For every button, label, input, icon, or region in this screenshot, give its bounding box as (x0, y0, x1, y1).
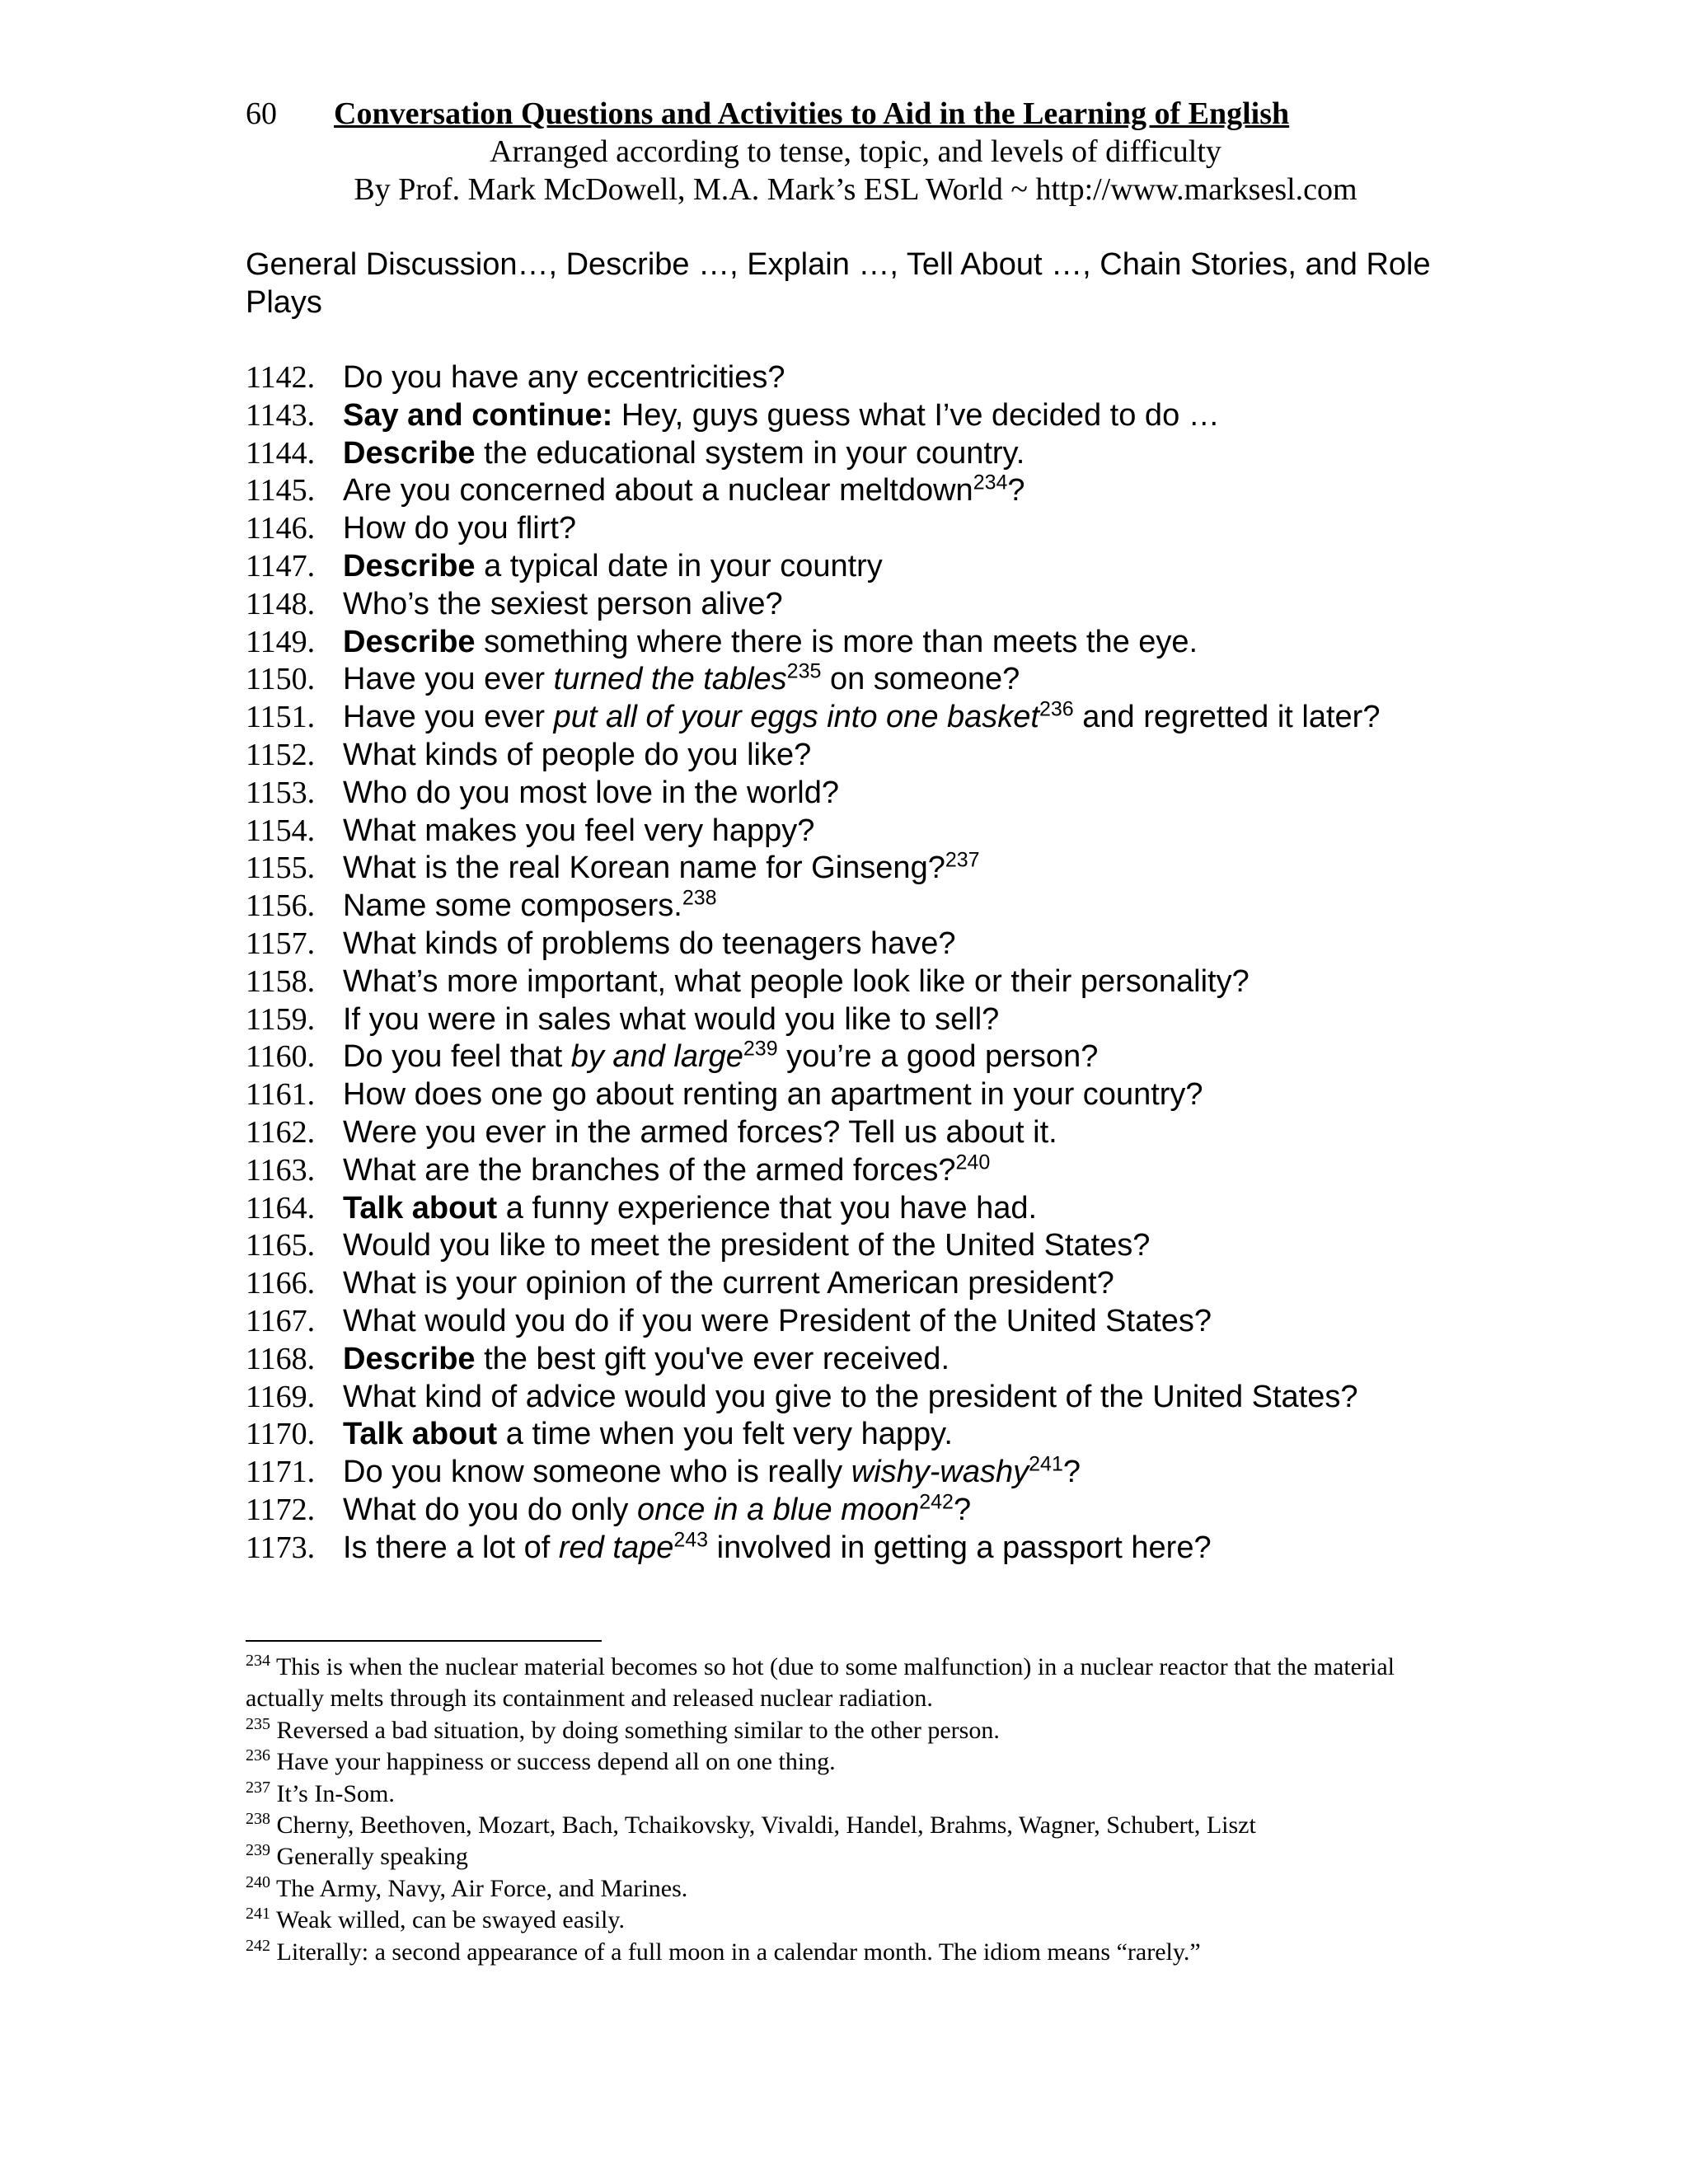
footnote-number: 234 (246, 1652, 270, 1670)
question-number: 1153. (246, 775, 316, 810)
question-text-segment: Are you concerned about a nuclear meltdown (343, 473, 973, 509)
question-text (343, 888, 1465, 926)
question-text-segment: a time when you felt very happy. (497, 1417, 953, 1452)
question-text-segment: Were you ever in the armed forces? Tell us about it. (343, 1114, 1057, 1150)
question-item (246, 661, 1465, 699)
question-text-segment: ? (1007, 473, 1025, 509)
question-text (343, 1152, 1465, 1190)
question-idiom-italic: by and large (570, 1039, 743, 1075)
question-item (246, 435, 1465, 473)
question-text-segment: Is there a lot of (343, 1530, 559, 1565)
question-text-segment: on someone? (821, 662, 1020, 697)
question-text-segment: How do you flirt? (343, 511, 577, 546)
question-text (343, 963, 1465, 1001)
footnote-reference: 237 (945, 848, 980, 872)
question-text-segment: Hey, guys guess what I’ve decided to do … (612, 397, 1220, 433)
question-item (246, 1227, 1465, 1265)
footnote-item (246, 1652, 1432, 1715)
question-prompt-bold: Describe (343, 435, 476, 471)
question-idiom-italic: put all of your eggs into one basket (553, 700, 1039, 735)
question-item (246, 850, 1465, 888)
question-text-segment: What are the branches of the armed forces? (343, 1152, 956, 1188)
question-text-segment: How does one go about renting an apartment in your country? (343, 1077, 1203, 1113)
footnote-number: 238 (246, 1810, 270, 1829)
document-byline: By Prof. Mark McDowell, M.A. Mark’s ESL World ~ http://www.marksesl.com (354, 172, 1357, 207)
document-subtitle: Arranged according to tense, topic, and levels of difficulty (490, 134, 1221, 169)
footnote-reference: 234 (973, 471, 1008, 494)
question-number: 1170. (246, 1417, 316, 1452)
question-text-segment: Do you have any eccentricities? (343, 360, 785, 395)
question-text-segment: ? (1062, 1455, 1081, 1490)
question-text-segment: something where there is more than meets the eye. (475, 624, 1198, 659)
question-text-segment: a typical date in your country (475, 548, 883, 583)
question-idiom-italic: turned the tables (553, 662, 787, 697)
question-number: 1161. (246, 1077, 316, 1113)
question-item (246, 1530, 1465, 1568)
question-text (343, 472, 1465, 510)
question-list (246, 359, 1465, 1568)
question-text-segment: Would you like to meet the president of the United States? (343, 1228, 1151, 1263)
question-text (343, 1001, 1465, 1039)
question-number: 1171. (246, 1455, 316, 1490)
question-item (246, 1114, 1465, 1152)
question-item (246, 1265, 1465, 1303)
question-idiom-italic: once in a blue moon (637, 1492, 920, 1527)
question-number: 1151. (246, 700, 316, 735)
question-text (343, 1265, 1465, 1303)
question-text (343, 737, 1465, 775)
footnote-reference: 239 (743, 1037, 778, 1061)
question-number: 1147. (246, 548, 316, 583)
question-text (343, 1492, 1465, 1530)
footnote-item (246, 1937, 1432, 1968)
question-number: 1143. (246, 397, 316, 433)
question-text (343, 359, 1465, 397)
footnote-text: Literally: a second appearance of a full moon in a calendar month. The idiom means “rarely.” (276, 1938, 1201, 1966)
question-text (343, 397, 1465, 435)
question-number: 1167. (246, 1303, 316, 1338)
question-number: 1149. (246, 624, 316, 659)
question-number: 1150. (246, 662, 316, 697)
question-text (343, 435, 1465, 473)
footnote-number: 242 (246, 1936, 270, 1955)
question-text-segment: Who’s the sexiest person alive? (343, 586, 783, 621)
question-item (246, 1001, 1465, 1039)
footnote-text: Reversed a bad situation, by doing something similar to the other person. (276, 1716, 1000, 1744)
footnote-text: Weak willed, can be swayed easily. (275, 1906, 625, 1934)
question-number: 1145. (246, 473, 316, 509)
document-title: Conversation Questions and Activities to Aid in the Learning of English (334, 96, 1290, 131)
question-text (343, 1114, 1465, 1152)
question-text-segment: What do you do only (343, 1492, 637, 1527)
question-number: 1163. (246, 1152, 316, 1188)
question-text (343, 1227, 1465, 1265)
question-prompt-bold: Talk about (343, 1190, 498, 1226)
question-number: 1158. (246, 963, 316, 999)
question-number: 1165. (246, 1228, 316, 1263)
question-prompt-bold: Describe (343, 1341, 476, 1376)
header-title-line (246, 95, 1416, 133)
footnote-item (246, 1779, 1432, 1810)
question-text-segment: If you were in sales what would you like to sell? (343, 1001, 1000, 1037)
page-header (246, 95, 1416, 209)
question-text-segment: ? (953, 1492, 972, 1527)
question-number: 1162. (246, 1114, 316, 1150)
question-text (343, 1379, 1465, 1417)
question-item (246, 1303, 1465, 1341)
question-text-segment: a funny experience that you have had. (497, 1190, 1038, 1226)
question-text-segment: What kinds of people do you like? (343, 737, 812, 772)
question-text (343, 850, 1465, 888)
question-idiom-italic: red tape (558, 1530, 674, 1565)
footnote-item (246, 1810, 1432, 1841)
footnote-text: The Army, Navy, Air Force, and Marines. (275, 1874, 688, 1902)
question-item (246, 624, 1465, 662)
question-item (246, 1492, 1465, 1530)
question-item (246, 1076, 1465, 1114)
question-number: 1152. (246, 737, 316, 772)
question-item (246, 472, 1465, 510)
question-item (246, 813, 1465, 851)
footnote-number: 241 (246, 1905, 270, 1924)
question-item (246, 1454, 1465, 1492)
question-text (343, 1416, 1465, 1454)
question-text-segment: you’re a good person? (777, 1039, 1099, 1075)
footnote-number: 236 (246, 1746, 270, 1765)
question-item (246, 1152, 1465, 1190)
question-number: 1159. (246, 1001, 316, 1037)
question-item (246, 699, 1465, 737)
question-text (343, 510, 1465, 548)
question-text-segment: What kind of advice would you give to the president of the United States? (343, 1379, 1358, 1414)
question-text (343, 699, 1465, 737)
question-text-segment: What is your opinion of the current American president? (343, 1266, 1114, 1301)
question-prompt-bold: Talk about (343, 1417, 498, 1452)
question-text (343, 1038, 1465, 1076)
question-text (343, 1190, 1465, 1228)
footnote-reference: 243 (673, 1528, 709, 1552)
question-item (246, 1038, 1465, 1076)
question-item (246, 1416, 1465, 1454)
question-text-segment: What kinds of problems do teenagers have? (343, 926, 956, 961)
question-item (246, 888, 1465, 926)
footnote-item (246, 1746, 1432, 1778)
question-number: 1169. (246, 1379, 316, 1414)
question-item (246, 397, 1465, 435)
question-number: 1156. (246, 888, 316, 924)
question-item (246, 586, 1465, 624)
footnote-number: 237 (246, 1778, 270, 1797)
question-text-segment: the educational system in your country. (475, 435, 1025, 471)
question-prompt-bold: Describe (343, 548, 476, 583)
question-number: 1160. (246, 1039, 316, 1075)
question-item (246, 737, 1465, 775)
question-text-segment: Name some composers. (343, 888, 682, 924)
question-text-segment: and regretted it later? (1073, 700, 1381, 735)
question-number: 1148. (246, 586, 316, 621)
question-text-segment: Do you feel that (343, 1039, 571, 1075)
question-prompt-bold: Describe (343, 624, 476, 659)
question-number: 1142. (246, 360, 316, 395)
footnote-reference: 240 (955, 1151, 991, 1174)
footnote-reference: 241 (1029, 1452, 1063, 1476)
question-number: 1168. (246, 1341, 316, 1376)
footnote-text: Generally speaking (276, 1843, 468, 1871)
question-item (246, 775, 1465, 813)
footnote-text: Cherny, Beethoven, Mozart, Bach, Tchaikovsky, Vivaldi, Handel, Brahms, Wagner, Schubert, Liszt (276, 1811, 1256, 1840)
question-item (246, 963, 1465, 1001)
question-text-segment: What would you do if you were President of the United States? (343, 1303, 1212, 1338)
footnote-reference: 242 (919, 1490, 954, 1514)
footnote-list (246, 1652, 1432, 1968)
question-number: 1172. (246, 1492, 316, 1527)
footnote-reference: 238 (682, 886, 717, 910)
question-text (343, 926, 1465, 963)
question-number: 1154. (246, 813, 316, 848)
question-text (343, 548, 1465, 586)
question-number: 1146. (246, 511, 316, 546)
question-text (343, 1454, 1465, 1492)
question-item (246, 1379, 1465, 1417)
footnote-item (246, 1715, 1432, 1746)
question-item (246, 359, 1465, 397)
question-text (343, 1530, 1465, 1568)
question-prompt-bold: Say and continue: (343, 397, 613, 433)
question-text (343, 813, 1465, 851)
question-text-segment: Do you know someone who is really (343, 1455, 851, 1490)
question-text-segment: the best gift you've ever received. (475, 1341, 950, 1376)
question-text-segment: What is the real Korean name for Ginseng? (343, 851, 945, 886)
section-heading: General Discussion…, Describe …, Explain …, Tell About …, Chain Stories, and Role Plays (246, 247, 1431, 320)
footnote-text: Have your happiness or success depend all on one thing. (276, 1748, 836, 1776)
question-text (343, 1341, 1465, 1379)
footnote-reference: 235 (786, 659, 822, 683)
footnote-number: 235 (246, 1714, 270, 1733)
question-text-segment: What’s more important, what people look like or their personality? (343, 963, 1250, 999)
question-number: 1155. (246, 851, 316, 886)
footnote-text: This is when the nuclear material becomes so hot (due to some malfunction) in a nuclear reactor that the material actually melts through its containment and released nuclear radiation. (246, 1653, 1395, 1713)
question-number: 1166. (246, 1266, 316, 1301)
question-text-segment: involved in getting a passport here? (708, 1530, 1212, 1565)
question-item (246, 548, 1465, 586)
question-text-segment: Who do you most love in the world? (343, 775, 839, 810)
footnote-number: 239 (246, 1841, 270, 1860)
footnote-divider (246, 1640, 602, 1642)
question-text (343, 661, 1465, 699)
question-text-segment: Have you ever (343, 700, 554, 735)
question-item (246, 1341, 1465, 1379)
footnote-item (246, 1905, 1432, 1936)
question-number: 1144. (246, 435, 316, 471)
footnote-number: 240 (246, 1872, 270, 1891)
footnote-item (246, 1841, 1432, 1872)
question-text (343, 1076, 1465, 1114)
question-number: 1164. (246, 1190, 316, 1226)
question-item (246, 510, 1465, 548)
question-text-segment: Have you ever (343, 662, 554, 697)
question-idiom-italic: wishy-washy (851, 1455, 1029, 1490)
footnote-reference: 236 (1039, 697, 1074, 721)
question-item (246, 926, 1465, 963)
question-number: 1173. (246, 1530, 316, 1565)
question-item (246, 1190, 1465, 1228)
question-text (343, 586, 1465, 624)
footnote-item (246, 1873, 1432, 1905)
question-text (343, 1303, 1465, 1341)
question-text-segment: What makes you feel very happy? (343, 813, 815, 848)
question-text (343, 624, 1465, 662)
page-number: 60 (246, 96, 277, 131)
question-text (343, 775, 1465, 813)
question-number: 1157. (246, 926, 316, 961)
footnote-text: It’s In-Som. (276, 1779, 395, 1807)
